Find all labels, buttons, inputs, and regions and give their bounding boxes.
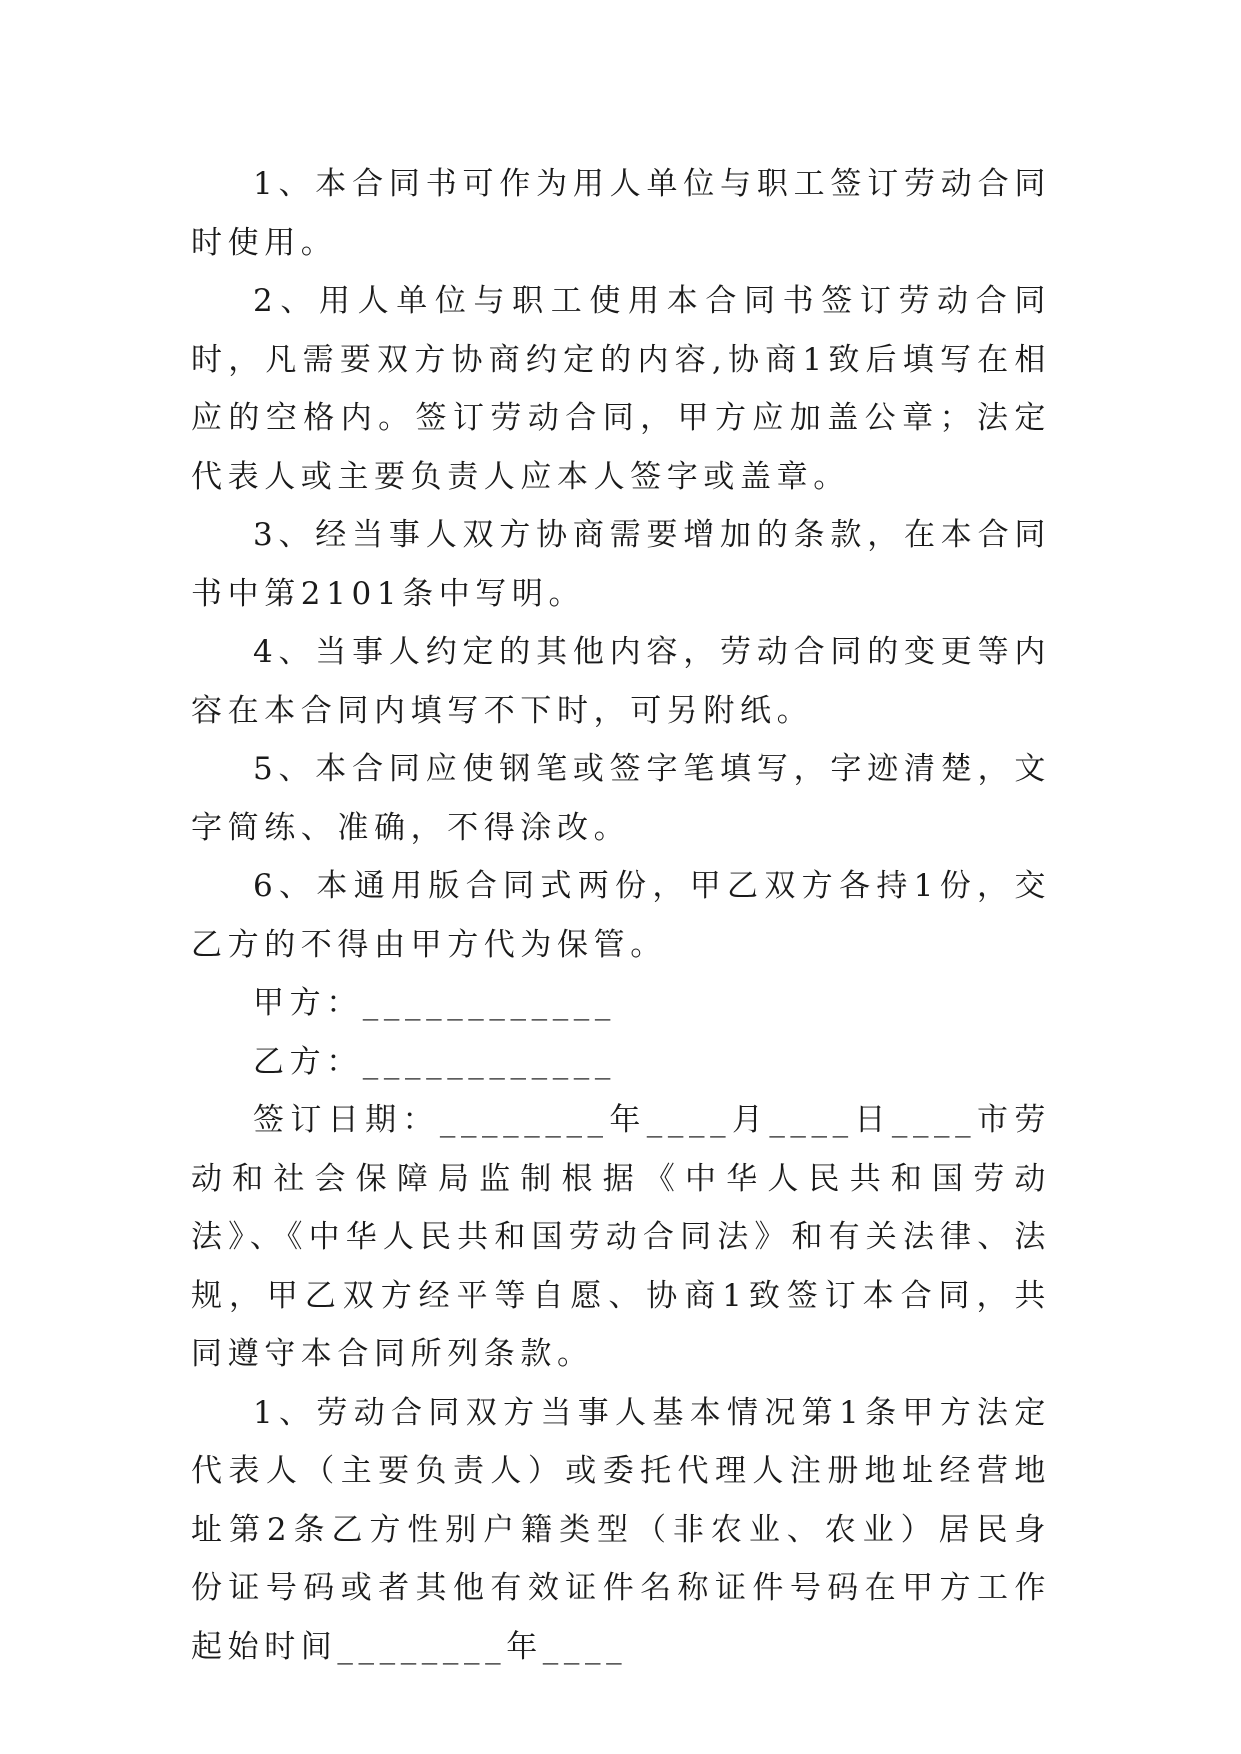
article-paragraph: 1、劳动合同双方当事人基本情况第1条甲方法定代表人（主要负责人）或委托代理人注册地址经营地址第2条乙方性别户籍类型（非农业、农业）居民身份证号码或者其他有效证件名称证件号码在甲方工作起始时间________年____ [191, 1394, 1051, 1665]
instruction-paragraph-3: 3、经当事人双方协商需要增加的条款，在本合同书中第2101条中写明。 [191, 517, 1051, 612]
instruction-paragraph-4: 4、当事人约定的其他内容，劳动合同的变更等内容在本合同内填写不下时，可另附纸。 [191, 634, 1051, 729]
instruction-paragraph-1: 1、本合同书可作为用人单位与职工签订劳动合同时使用。 [191, 166, 1051, 261]
party-a-line: 甲方：____________ [253, 985, 616, 1021]
party-b-line: 乙方：____________ [253, 1043, 616, 1080]
document-body [191, 155, 1051, 1676]
sign-date-paragraph: 签订日期：________年____月____日____市劳动和社会保障局监制根据《中华人民共和国劳动法》、《中华人民共和国劳动合同法》和有关法律、法规，甲乙双方经平等自愿、协商1致签订本合同，共同遵守本合同所列条款。 [191, 1102, 1051, 1372]
instruction-paragraph-6: 6、本通用版合同式两份，甲乙双方各持1份，交乙方的不得由甲方代为保管。 [191, 868, 1051, 963]
instruction-paragraph-5: 5、本合同应使钢笔或签字笔填写，字迹清楚，文字简练、准确，不得涂改。 [191, 751, 1051, 846]
instruction-paragraph-2: 2、用人单位与职工使用本合同书签订劳动合同时，凡需要双方协商约定的内容,协商1致后填写在相应的空格内。签订劳动合同，甲方应加盖公章；法定代表人或主要负责人应本人签字或盖章。 [191, 283, 1051, 495]
